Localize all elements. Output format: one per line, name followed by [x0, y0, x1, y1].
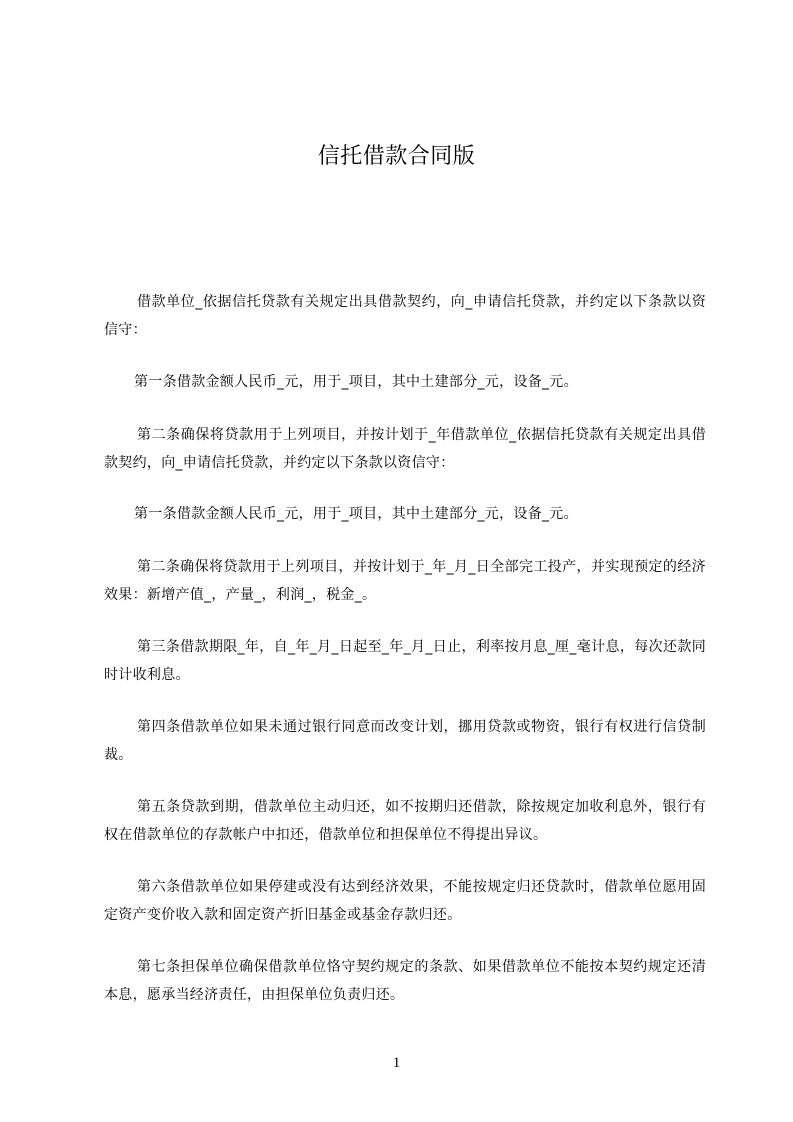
- paragraph-article-5: 第五条贷款到期，借款单位主动归还，如不按期归还借款，除按规定加收利息外，银行有权在借款单位的存款帐户中扣还，借款单位和担保单位不得提出异议。: [104, 799, 706, 843]
- page-number: 1: [392, 1055, 401, 1071]
- paragraph-article-6: 第六条借款单位如果停建或没有达到经济效果，不能按规定归还贷款时，借款单位愿用固定资产变价收入款和固定资产折旧基金或基金存款归还。: [104, 879, 706, 923]
- paragraph-article-2-repeat: 第二条确保将贷款用于上列项目，并按计划于_年_月_日全部完工投产，并实现预定的经济效果：新增产值_，产量_，利润_，税金_。: [104, 559, 706, 603]
- paragraph-article-1: 第一条借款金额人民币_元，用于_项目，其中土建部分_元，设备_元。: [134, 374, 578, 390]
- paragraph-article-7: 第七条担保单位确保借款单位恪守契约规定的条款、如果借款单位不能按本契约规定还清本息，愿承当经济责任，由担保单位负责归还。: [104, 959, 706, 1003]
- document-title: 信托借款合同版: [317, 144, 476, 169]
- paragraph-article-3: 第三条借款期限_年，自_年_月_日起至_年_月_日止，利率按月息_厘_毫计息，每次还款同时计收利息。: [104, 639, 706, 683]
- paragraph-article-1-repeat: 第一条借款金额人民币_元，用于_项目，其中土建部分_元，设备_元。: [134, 506, 578, 522]
- paragraph-article-4: 第四条借款单位如果未通过银行同意而改变计划，挪用贷款或物资，银行有权进行信贷制裁。: [104, 719, 706, 763]
- paragraph-intro: 借款单位_依据信托贷款有关规定出具借款契约，向_申请信托贷款，并约定以下条款以资信守：: [104, 294, 706, 338]
- paragraph-article-2: 第二条确保将贷款用于上列项目，并按计划于_年借款单位_依据信托贷款有关规定出具借款契约，向_申请信托贷款，并约定以下条款以资信守：: [104, 427, 706, 471]
